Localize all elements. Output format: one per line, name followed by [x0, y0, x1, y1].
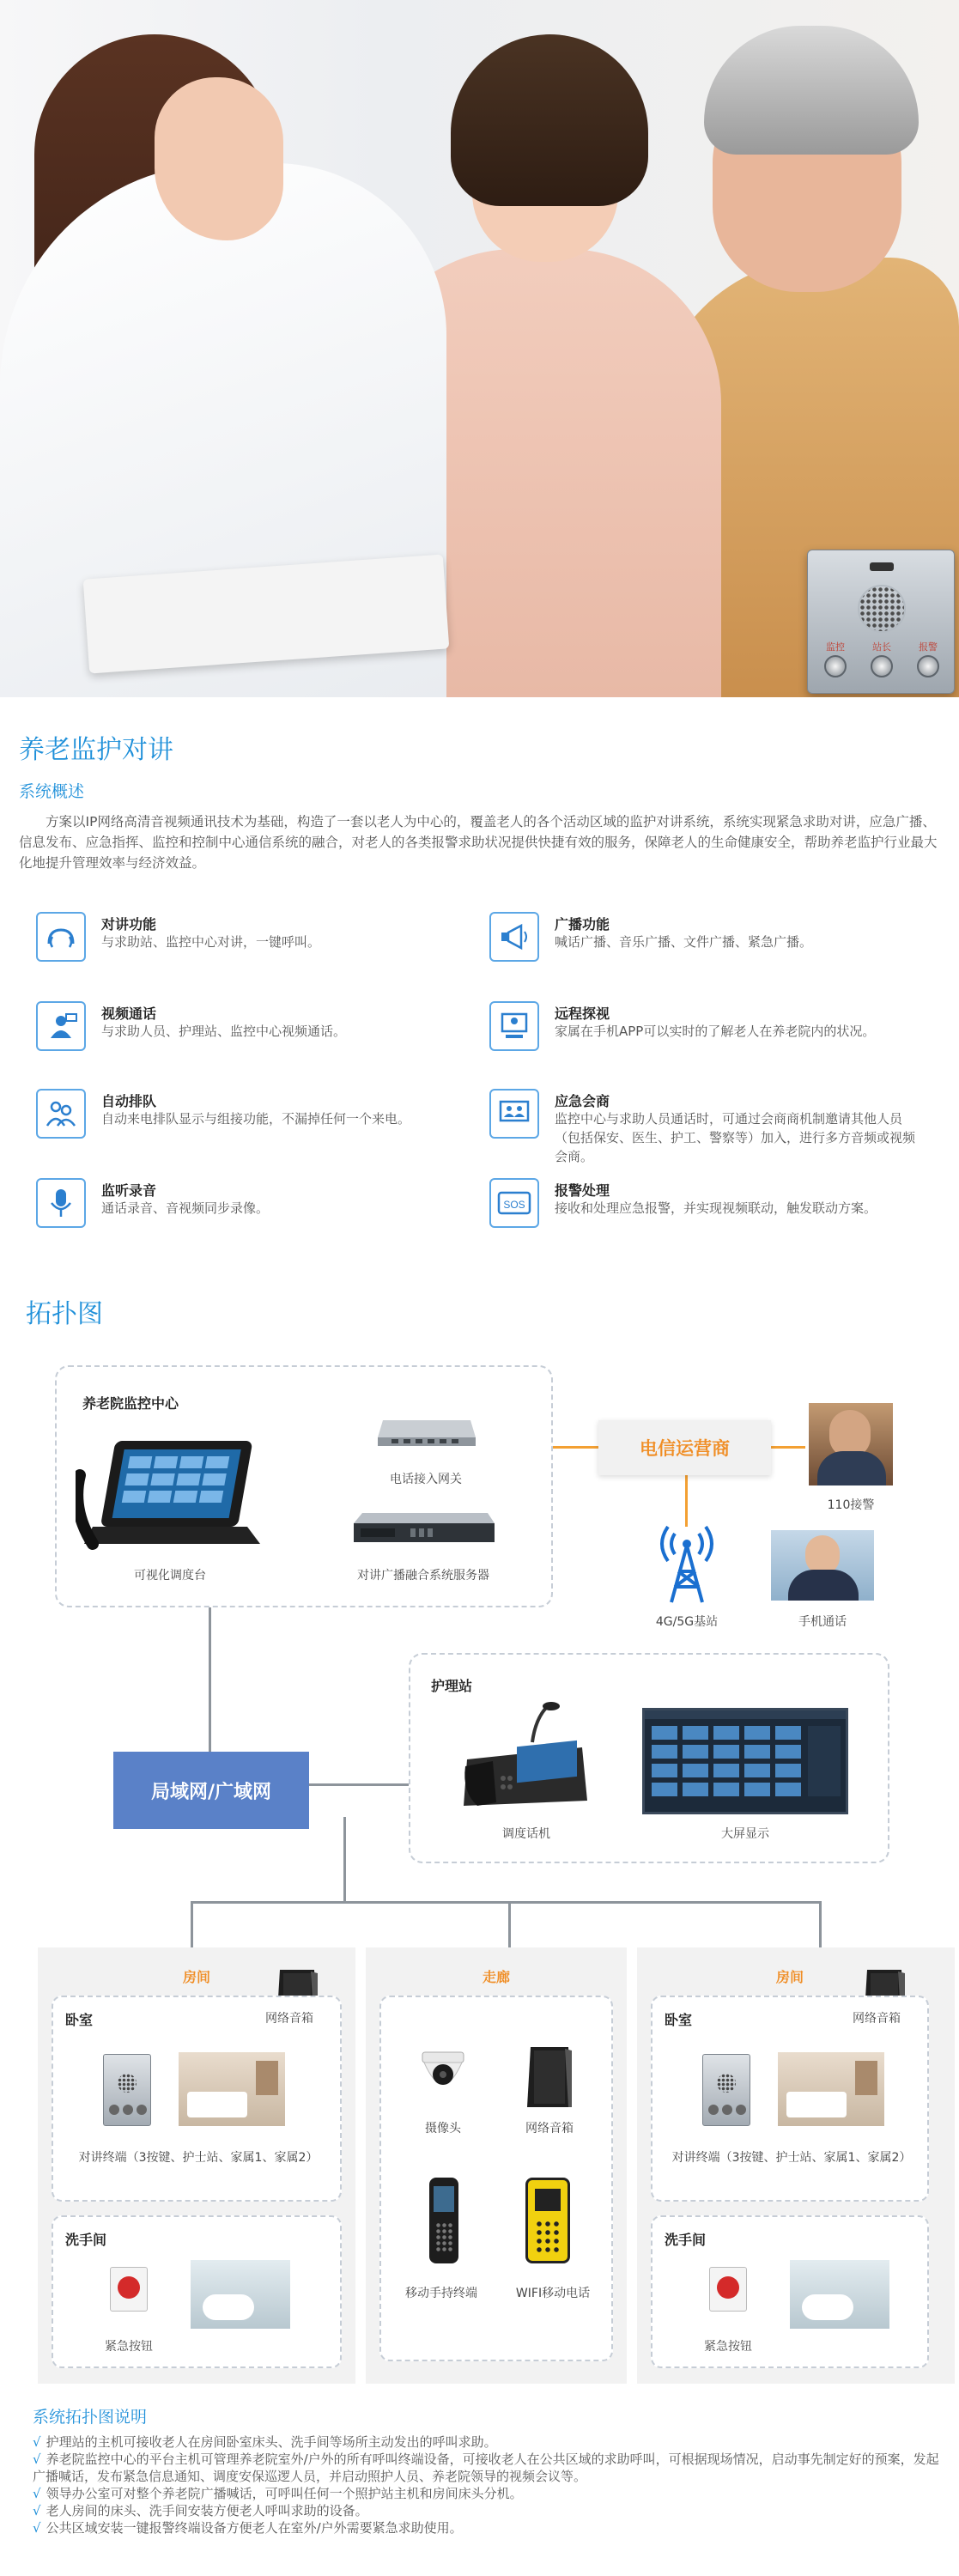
room-title: 房间 — [775, 1969, 804, 1985]
bedroom-label: 卧室 — [65, 2012, 94, 2028]
bedroom-photo — [778, 2052, 884, 2126]
terminal-button — [722, 2105, 732, 2115]
intercom-terminal-caption: 对讲终端（3按键、护士站、家属1、家属2） — [671, 2151, 912, 2165]
monitoring-center-box — [55, 1365, 553, 1607]
dispatch-console-caption: 可视化调度台 — [134, 1569, 206, 1583]
terminal-button — [123, 2105, 133, 2115]
note-text: 养老院监控中心的平台主机可管理养老院室外/户外的所有呼叫终端设备，可接收老人在公共区域的求助呼叫，可根据现场情况，启动事先制定好的预案，发起广播喊话，发布紧急信息通知、调度安保巡逻人员，并启动照护人员、养老院领导的视频会议等。 — [33, 2451, 939, 2484]
intercom-icon — [36, 912, 86, 962]
bathroom-box — [651, 2215, 929, 2368]
queue-icon — [36, 1089, 86, 1139]
connector-line — [309, 1783, 409, 1786]
bedroom-window — [855, 2061, 877, 2095]
connector-line — [771, 1446, 805, 1449]
bedroom-bed — [187, 2092, 247, 2117]
device-camera — [870, 562, 894, 571]
network-speaker-image — [525, 2044, 574, 2111]
server-caption: 对讲广播融合系统服务器 — [357, 1569, 489, 1583]
base-station-caption: 4G/5G基站 — [655, 1615, 719, 1629]
device-button-label: 报警 — [919, 641, 938, 653]
bedroom-label: 卧室 — [665, 2012, 693, 2028]
feature-description: 监控中心与求助人员通话时，可通过会商商机制邀请其他人员（包括保安、医生、护工、警察等）加入，进行多方音频或视频会商。 — [555, 1111, 916, 1164]
feature-title: 应急会商 — [555, 1093, 610, 1109]
telecom-operator-box — [598, 1420, 771, 1475]
video-call-icon — [36, 1001, 86, 1051]
emergency-button-caption: 紧急按钮 — [105, 2340, 153, 2354]
emergency-button-red — [118, 2276, 140, 2299]
feature-title: 视频通话 — [101, 1005, 157, 1022]
check-icon: √ — [33, 2451, 41, 2467]
sos-icon — [489, 1178, 539, 1228]
note-item — [33, 2451, 943, 2485]
microphone-icon — [36, 1178, 86, 1228]
handheld-screen — [434, 2186, 454, 2212]
camera-caption: 摄像头 — [425, 2122, 461, 2136]
device-speaker-grille — [858, 585, 906, 633]
connector-line — [191, 1901, 821, 1904]
nurse-station-box — [409, 1653, 889, 1863]
check-icon: √ — [33, 2434, 41, 2450]
wifi-phone-screen — [535, 2189, 561, 2211]
room-panel-right — [637, 1947, 955, 2384]
topology-title: 拓扑图 — [26, 1299, 103, 1329]
bathroom-tub — [802, 2294, 853, 2320]
device-button — [824, 655, 847, 677]
device-button — [917, 655, 939, 677]
emergency-button-caption: 紧急按钮 — [704, 2340, 752, 2354]
police-uniform — [817, 1451, 886, 1485]
note-item — [33, 2433, 943, 2451]
server-image — [350, 1510, 496, 1547]
lan-wan-label: 局域网/广域网 — [150, 1781, 272, 1803]
telecom-operator-label: 电信运营商 — [640, 1438, 730, 1459]
gateway-caption: 电话接入网关 — [390, 1473, 462, 1486]
note-item — [33, 2519, 943, 2537]
feature-title: 报警处理 — [555, 1182, 610, 1199]
dispatch-phone-image — [462, 1699, 591, 1811]
hero-doctor-face — [155, 77, 283, 240]
note-text: 领导办公室可对整个养老院广播喊话，可呼叫任何一个照护站主机和房间床头分机。 — [46, 2486, 523, 2501]
room-panel-left — [38, 1947, 355, 2384]
check-icon: √ — [33, 2486, 41, 2501]
bathroom-photo — [790, 2260, 889, 2329]
large-screen-image — [642, 1708, 848, 1814]
connector-line — [819, 1901, 822, 1947]
feature-description: 与求助人员、护理站、监控中心视频通话。 — [101, 1024, 347, 1039]
connector-line — [191, 1901, 193, 1947]
terminal-button — [708, 2105, 719, 2115]
terminal-speaker — [118, 2074, 137, 2093]
large-screen-caption: 大屏显示 — [721, 1827, 769, 1841]
corridor-title: 走廊 — [482, 1969, 510, 1985]
feature-description: 自动来电排队显示与组接功能，不漏掉任何一个来电。 — [101, 1111, 411, 1127]
section-subtitle: 系统概述 — [19, 782, 85, 801]
lan-wan-box — [113, 1752, 309, 1829]
police-caption: 110接警 — [827, 1498, 875, 1512]
feature-title: 自动排队 — [101, 1093, 157, 1109]
handheld-keypad — [435, 2222, 452, 2253]
device-button-label: 监控 — [826, 641, 845, 653]
base-station-icon — [646, 1520, 728, 1606]
megaphone-icon — [489, 912, 539, 962]
bedroom-box — [52, 1996, 342, 2202]
handheld-terminal-image — [429, 2178, 458, 2263]
emergency-button-image — [110, 2267, 148, 2312]
intercom-device-image — [807, 550, 955, 694]
mobile-caption: 手机通话 — [798, 1615, 847, 1629]
note-item — [33, 2485, 943, 2502]
check-icon: √ — [33, 2503, 41, 2518]
network-speaker-caption: 网络音箱 — [853, 2012, 901, 2026]
terminal-button — [137, 2105, 147, 2115]
dispatch-phone-caption: 调度话机 — [502, 1827, 550, 1841]
intercom-terminal-image — [702, 2054, 750, 2126]
feature-title: 监听录音 — [101, 1182, 157, 1199]
bedroom-window — [256, 2061, 278, 2095]
network-speaker-caption: 网络音箱 — [525, 2122, 574, 2136]
device-button — [871, 655, 893, 677]
bathroom-photo — [191, 2260, 290, 2329]
bathroom-label: 洗手间 — [65, 2232, 107, 2248]
connector-line — [209, 1607, 211, 1753]
bedroom-box — [651, 1996, 929, 2202]
handheld-caption: 移动手持终端 — [405, 2287, 477, 2300]
intercom-terminal-caption: 对讲终端（3按键、护士站、家属1、家属2） — [78, 2151, 319, 2165]
feature-description: 与求助站、监控中心对讲，一键呼叫。 — [101, 934, 321, 950]
note-item — [33, 2502, 943, 2519]
connector-line — [343, 1817, 346, 1903]
feature-title: 远程探视 — [555, 1005, 610, 1022]
check-icon: √ — [33, 2520, 41, 2536]
overview-paragraph: 方案以IP网络高清音视频通讯技术为基础，构造了一套以老人为中心的，覆盖老人的各个活动区域的监护对讲系统，系统实现紧急求助对讲，应急广播、信息发布、应急指挥、监控和控制中心通信系统的融合，对老人的各类报警求助状况提供快捷有效的服务，保障老人的生命健康安全，帮助养老监护行业最大化地提升管理效率与经济效益。 — [19, 814, 938, 871]
hero-banner — [0, 0, 959, 697]
connector-line — [685, 1475, 688, 1527]
intercom-terminal-image — [103, 2054, 151, 2126]
connector-line — [508, 1901, 511, 1947]
conference-icon — [489, 1089, 539, 1139]
corridor-box — [379, 1996, 613, 2361]
corridor-panel — [366, 1947, 627, 2384]
bathroom-label: 洗手间 — [665, 2232, 707, 2248]
feature-description: 喊话广播、音乐广播、文件广播、紧急广播。 — [555, 934, 813, 950]
feature-title: 对讲功能 — [101, 916, 157, 933]
wifi-phone-keypad — [535, 2220, 561, 2254]
bedroom-bed — [786, 2092, 847, 2117]
emergency-button-red — [717, 2276, 739, 2299]
police-operator-image — [809, 1403, 893, 1485]
mobile-caller-suit — [788, 1570, 859, 1601]
wifi-phone-caption: WIFI移动电话 — [515, 2287, 591, 2300]
note-text: 老人房间的床头、洗手间安装方便老人呼叫求助的设备。 — [46, 2503, 368, 2518]
gateway-image — [374, 1415, 477, 1449]
nurse-station-label: 护理站 — [431, 1678, 473, 1694]
section-title: 养老监护对讲 — [19, 735, 173, 765]
feature-title: 广播功能 — [555, 916, 610, 933]
emergency-button-image — [709, 2267, 747, 2312]
feature-description: 通话录音、音视频同步录像。 — [101, 1200, 270, 1216]
wifi-phone-image — [525, 2178, 570, 2263]
dispatch-console-image — [76, 1424, 264, 1552]
terminal-speaker — [717, 2074, 736, 2093]
network-speaker-caption: 网络音箱 — [265, 2012, 313, 2026]
terminal-button — [736, 2105, 746, 2115]
device-button-label: 站长 — [872, 641, 891, 653]
mobile-caller-image — [771, 1530, 874, 1601]
remote-view-icon — [489, 1001, 539, 1051]
feature-description: 家属在手机APP可以实时的了解老人在养老院内的状况。 — [555, 1024, 876, 1039]
monitoring-center-label: 养老院监控中心 — [82, 1395, 179, 1412]
bathroom-box — [52, 2215, 342, 2368]
sos-icon-text: SOS — [503, 1199, 525, 1211]
terminal-button — [109, 2105, 119, 2115]
bedroom-photo — [179, 2052, 285, 2126]
room-title: 房间 — [182, 1969, 210, 1985]
topology-notes-list — [33, 2433, 943, 2537]
note-text: 护理站的主机可接收老人在房间卧室床头、洗手间等场所主动发出的呼叫求助。 — [46, 2434, 497, 2450]
feature-description: 接收和处理应急报警，并实现视频联动，触发联动方案。 — [555, 1200, 877, 1216]
note-text: 公共区域安装一键报警终端设备方便老人在室外/户外需要紧急求助使用。 — [46, 2520, 463, 2536]
bathroom-tub — [203, 2294, 254, 2320]
camera-image — [416, 2049, 470, 2102]
topology-notes-title: 系统拓扑图说明 — [33, 2408, 148, 2427]
